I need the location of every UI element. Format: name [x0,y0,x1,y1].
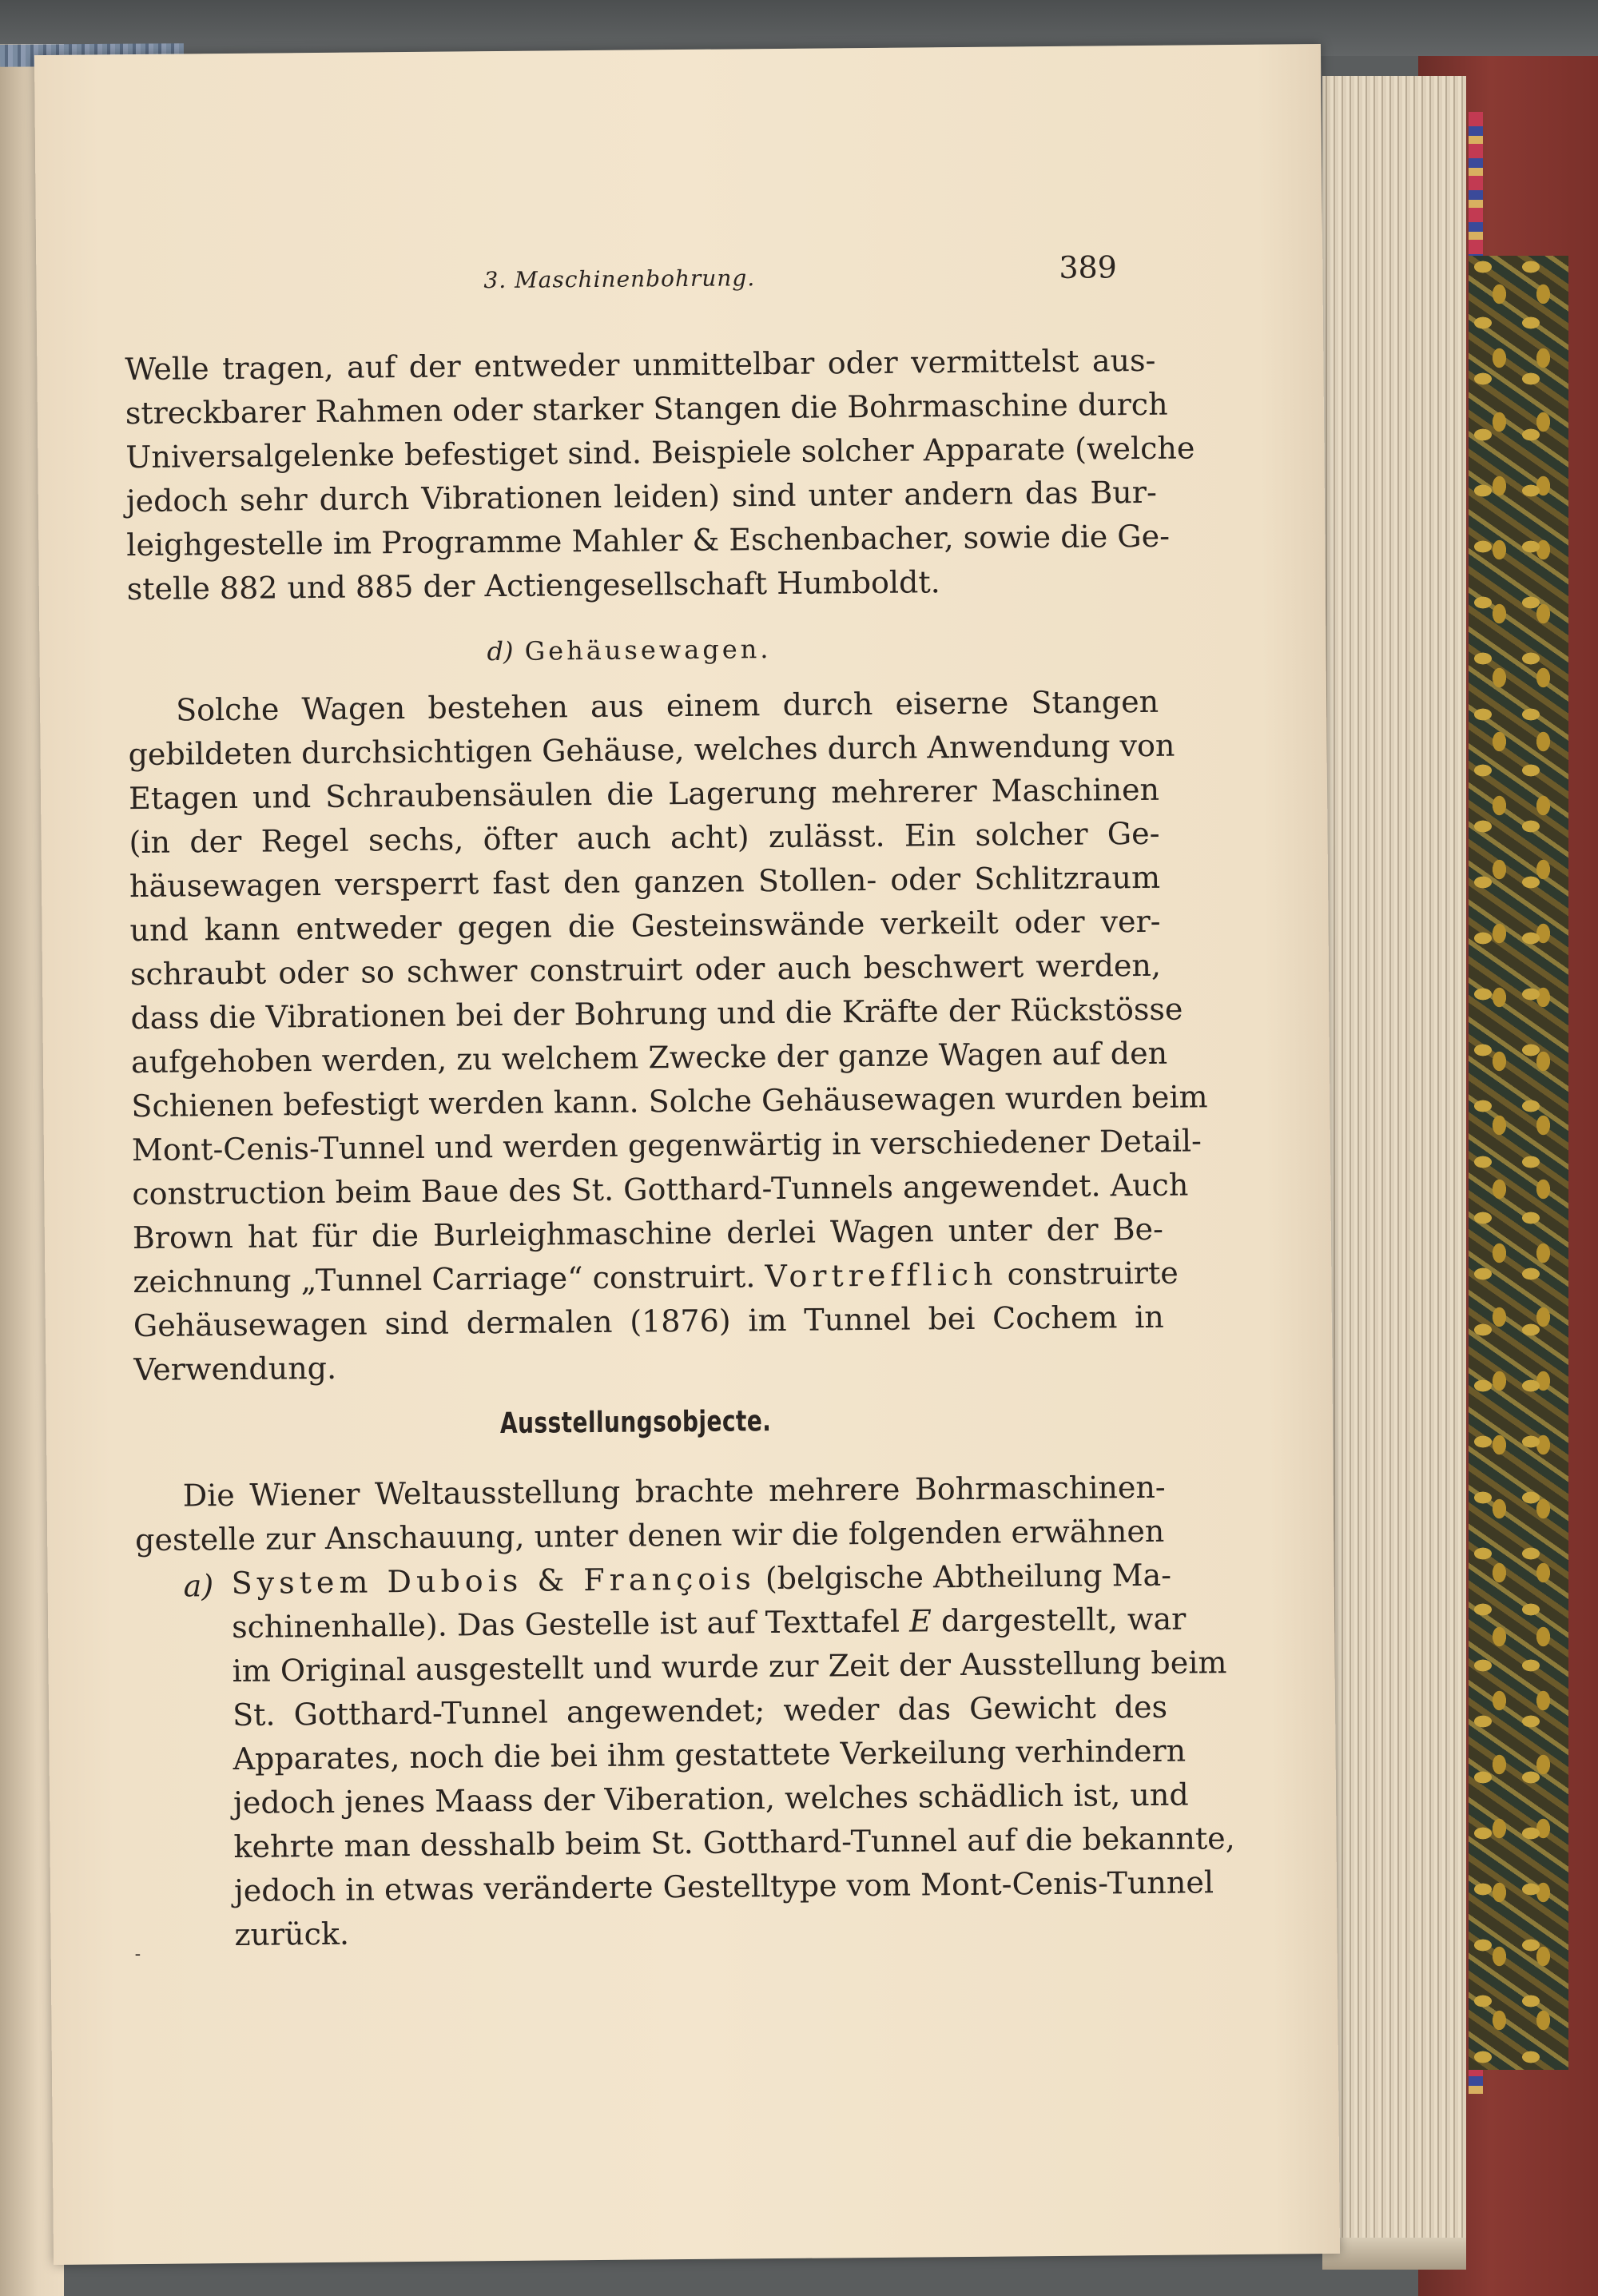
text-segment: construirte [1007,1255,1179,1292]
text-segment: (belgische Abtheilung Ma- [765,1557,1172,1597]
emphasized-word: Vortrefflich [765,1256,998,1295]
text-line: dass die Vibrationen bei der Bohrung und die Kräfte der Rückstösse [130,991,1183,1037]
scan-background [0,0,1598,56]
text-line: jedoch sehr durch Vibrationen leiden) sind unter andern das Bur- [125,474,1157,519]
text-line: Brown hat für die Burleighmaschine derlei Wagen unter der Be- [132,1211,1164,1256]
text-line: Verwendung. [133,1350,337,1388]
text-line [133,1255,1179,1300]
text-line: gebildeten durchsichtigen Gehäuse, welches durch Anwendung von [128,727,1175,773]
text-line [231,1601,1187,1645]
text-segment: schinenhalle). Das Gestelle ist auf Texttafel [231,1603,900,1645]
page-block-bottom [1322,2238,1466,2270]
text-line: St. Gotthard-Tunnel angewendet; weder das Gewicht des [232,1689,1168,1733]
text-line: jedoch jenes Maass der Viberation, welches schädlich ist, und [233,1777,1189,1820]
plate-reference: E [908,1603,932,1639]
text-line: jedoch in etwas veränderte Gestelltype vom Mont-Cenis-Tunnel [233,1864,1214,1908]
running-head: 3. Maschinenbohrung. [483,265,756,294]
text-line: Welle tragen, auf der entweder unmittelbar oder vermittelst aus- [125,342,1156,388]
page-number: 389 [1059,249,1118,285]
text-line: Mont-Cenis-Tunnel und werden gegenwärtig in verschiedener Detail- [131,1123,1202,1168]
text-line: häusewagen versperrt fast den ganzen Stollen- oder Schlitzraum [129,859,1161,905]
text-line: zurück. [234,1916,350,1952]
text-line: kehrte man desshalb beim St. Gotthard-Tunnel auf die bekannte, [233,1820,1235,1864]
page-content [34,44,1340,2265]
text-line: Etagen und Schraubensäulen die Lagerung mehrerer Maschinen [128,771,1160,817]
text-line: construction beim Baue des St. Gotthard-Tunnels angewendet. Auch [132,1167,1189,1212]
book-page [34,44,1340,2265]
subsection-title: Gehäusewagen. [524,634,772,667]
text-line: schraubt oder so schwer construirt oder auch beschwert werden, [129,947,1162,993]
text-line: Die Wiener Weltausstellung brachte mehrere Bohrmaschinen- [182,1469,1166,1514]
margin-mark: - [134,1944,141,1965]
subsection-label: d) [487,635,514,667]
text-line: stelle 882 und 885 der Actiengesellschaft Humboldt. [126,564,940,607]
text-segment: zeichnung „Tunnel Carriage“ construirt. [133,1259,756,1300]
text-line: aufgehoben werden, zu welchem Zwecke der ganze Wagen auf den [130,1035,1168,1080]
text-line: im Original ausgestellt und wurde zur Zeit der Ausstellung beim [232,1645,1227,1689]
text-line: Universalgelenke befestiget sind. Beispiele solcher Apparate (welche [125,430,1195,476]
text-segment: dargestellt, war [940,1601,1187,1639]
section-heading: Ausstellungsobjecte. [499,1405,772,1441]
list-item-label: a) [183,1568,214,1604]
text-line: Schienen befestigt werden kann. Solche Gehäusewagen wurden beim [131,1079,1208,1124]
text-line: Solche Wagen bestehen aus einem durch eiserne Stangen [175,683,1159,728]
text-line [231,1557,1172,1601]
subsection-heading [487,634,771,667]
marbled-endpaper [1469,256,1568,2070]
text-line: leighgestelle im Programme Mahler & Eschenbacher, sowie die Ge- [126,518,1171,563]
text-line: und kann entweder gegen die Gesteinswände verkeilt oder ver- [129,903,1161,949]
text-line: Apparates, noch die bei ihm gestattete Verkeilung verhindern [233,1733,1187,1777]
emphasized-name: System Dubois & François [231,1561,756,1601]
text-line: (in der Regel sechs, öfter auch acht) zulässt. Ein solcher Ge- [129,815,1160,861]
text-line: streckbarer Rahmen oder starker Stangen die Bohrmaschine durch [125,386,1168,432]
text-line: gestelle zur Anschauung, unter denen wir die folgenden erwähnen [134,1513,1165,1558]
text-line: Gehäusewagen sind dermalen (1876) im Tunnel bei Cochem in [133,1299,1164,1344]
page-block-edges [1322,76,1466,2266]
